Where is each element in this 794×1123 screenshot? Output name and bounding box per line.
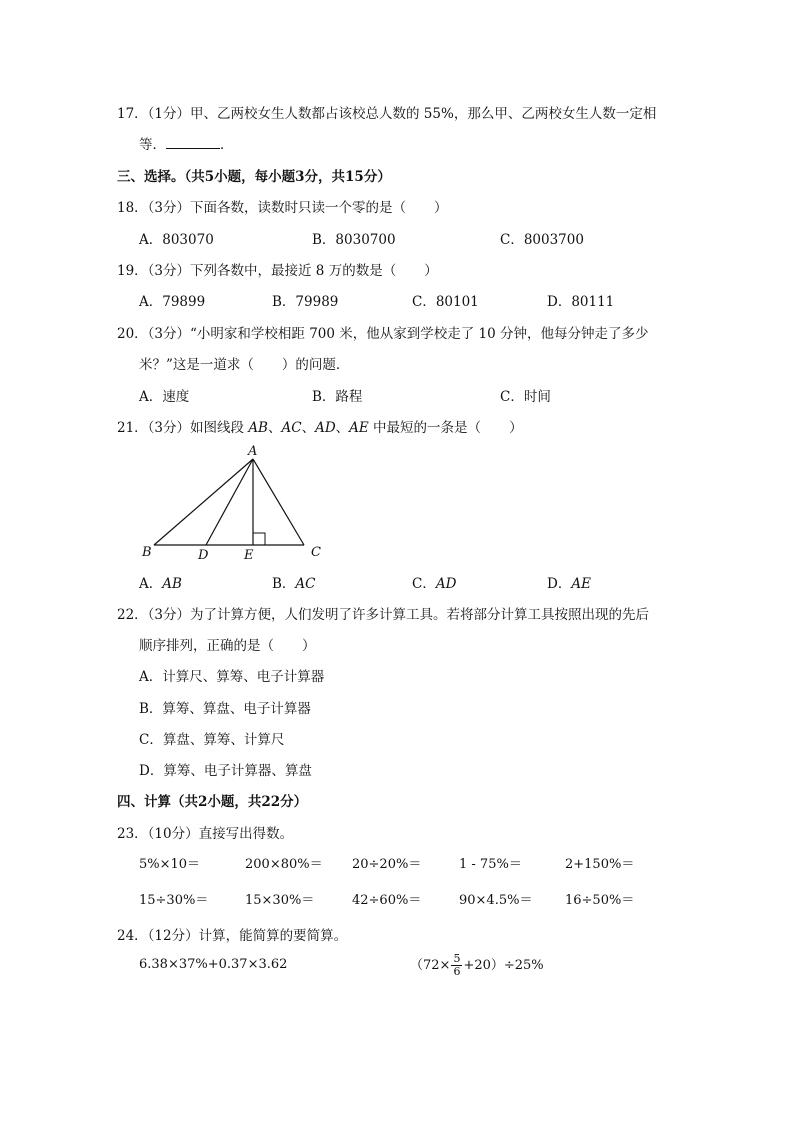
q23-item-7: 15×30%＝ xyxy=(245,893,315,908)
q21-option-d-letter: D． xyxy=(547,576,572,592)
q21-seg-ab: AB xyxy=(248,420,268,436)
q23-stem: 23．（10分）直接写出得数。 xyxy=(117,826,294,842)
segment-ab xyxy=(154,459,253,545)
q22-line2 xyxy=(139,634,316,654)
q23-item-4: 1 - 75%＝ xyxy=(459,857,522,872)
q21-option-a[interactable] xyxy=(139,572,182,592)
q23-item-6: 15÷30%＝ xyxy=(139,893,209,908)
q21-stem xyxy=(117,416,523,436)
q23-item-3: 20÷20%＝ xyxy=(352,857,422,872)
fraction-five-sixths xyxy=(451,953,462,978)
q17-line2-after: ． xyxy=(220,137,234,153)
q21-stem-before: 21．（3分）如图线段 xyxy=(117,420,249,436)
q21-option-a-seg: AB xyxy=(162,576,182,592)
q20-line2-after: ）的问题． xyxy=(281,357,350,373)
q17-line2-before: 等． xyxy=(139,137,166,153)
q23-item-10: 16÷50%＝ xyxy=(565,893,635,908)
q20-line1: 20．（3分）“小明家和学校相距 700 米，他从家到学校走了 10 分钟，他每分钟走了多少 xyxy=(117,326,649,342)
q23-item-8: 42÷60%＝ xyxy=(352,893,422,908)
q19-option-d[interactable]: D．80111 xyxy=(547,294,615,310)
q22-option-a[interactable]: A．计算尺、算筹、电子计算器 xyxy=(139,669,325,685)
q24-expression-2 xyxy=(410,953,544,978)
q19-stem-after: ） xyxy=(424,263,438,279)
q24-expr2-before: （72× xyxy=(410,958,451,973)
segment-ac xyxy=(253,459,304,545)
q21-option-d[interactable] xyxy=(547,572,591,592)
fraction-numerator: 5 xyxy=(453,952,461,965)
q20-option-c[interactable]: C．时间 xyxy=(500,389,551,405)
q21-option-b-seg: AC xyxy=(295,576,316,592)
q22-option-d[interactable]: D．算筹、电子计算器、算盘 xyxy=(139,763,312,779)
q18-option-a[interactable]: A．803070 xyxy=(139,232,214,248)
q18-option-b[interactable]: B．8030700 xyxy=(312,232,396,248)
q18-stem-before: 18．（3分）下面各数，读数时只读一个零的是（ xyxy=(117,200,407,216)
q21-seg-ac: AC xyxy=(281,420,302,436)
q19-stem xyxy=(117,259,438,279)
q23-item-9: 90×4.5%＝ xyxy=(459,893,533,908)
right-angle-mark xyxy=(253,533,265,545)
q21-option-b-letter: B． xyxy=(272,576,296,592)
q20-line2 xyxy=(139,353,349,373)
q21-option-c-letter: C． xyxy=(412,576,436,592)
q18-stem-after: ） xyxy=(434,200,448,216)
q21-seg-ae: AE xyxy=(349,420,369,436)
label-b: B xyxy=(142,545,152,560)
q17-line1: 17．（1分）甲、乙两校女生人数都占该校总人数的 55%，那么甲、乙两校女生人数一定相 xyxy=(117,106,657,122)
q20-line2-before: 米？”这是一道求（ xyxy=(139,357,254,373)
q21-seg-ad: AD xyxy=(315,420,336,436)
q24-expr2-after: +20）÷25% xyxy=(463,958,544,973)
q21-option-d-seg: AE xyxy=(571,576,591,592)
q22-option-c[interactable]: C．算盘、算筹、计算尺 xyxy=(139,732,285,748)
segment-ad xyxy=(206,459,253,545)
q24-stem: 24．（12分）计算，能简算的要简算。 xyxy=(117,928,348,944)
label-e: E xyxy=(244,548,254,563)
fraction-denominator: 6 xyxy=(453,965,461,978)
q21-option-b[interactable] xyxy=(272,572,316,592)
label-a: A xyxy=(248,444,258,459)
q23-item-2: 200×80%＝ xyxy=(245,857,323,872)
label-c: C xyxy=(311,545,321,560)
q21-sep-1: 、 xyxy=(267,420,282,436)
triangle-figure xyxy=(138,440,338,565)
q19-option-c[interactable]: C．80101 xyxy=(412,294,479,310)
q22-line1: 22．（3分）为了计算方便，人们发明了许多计算工具。若将部分计算工具按照出现的先后 xyxy=(117,607,650,623)
q21-stem-close: ） xyxy=(509,420,523,436)
q24-expression-1: 6.38×37%+0.37×3.62 xyxy=(139,957,288,972)
q19-option-b[interactable]: B．79989 xyxy=(272,294,339,310)
q19-stem-before: 19．（3分）下列各数中，最接近 8 万的数是（ xyxy=(117,263,397,279)
q17-answer-blank[interactable] xyxy=(166,136,220,149)
q21-sep-2: 、 xyxy=(301,420,316,436)
q21-option-c-seg: AD xyxy=(435,576,457,592)
q19-option-a[interactable]: A．79899 xyxy=(139,294,206,310)
q20-option-a[interactable]: A．速度 xyxy=(139,389,190,405)
q23-item-5: 2+150%＝ xyxy=(565,857,635,872)
q18-stem xyxy=(117,196,448,216)
q22-line2-after: ） xyxy=(302,638,316,654)
q21-option-a-letter: A． xyxy=(139,576,163,592)
q18-option-c[interactable]: C．8003700 xyxy=(500,232,584,248)
q22-option-b[interactable]: B．算筹、算盘、电子计算器 xyxy=(139,701,311,717)
q22-line2-before: 顺序排列，正确的是（ xyxy=(139,638,274,654)
q21-stem-after: 中最短的一条是（ xyxy=(368,420,482,436)
q23-item-1: 5%×10＝ xyxy=(139,857,201,872)
q21-sep-3: 、 xyxy=(335,420,350,436)
label-d: D xyxy=(198,548,209,563)
q17-line2 xyxy=(139,133,234,153)
section-4-title: 四、计算（共2小题，共22分） xyxy=(117,794,308,810)
q20-option-b[interactable]: B．路程 xyxy=(312,389,363,405)
section-3-title: 三、选择。（共5小题，每小题3分，共15分） xyxy=(117,169,391,185)
q21-option-c[interactable] xyxy=(412,572,456,592)
